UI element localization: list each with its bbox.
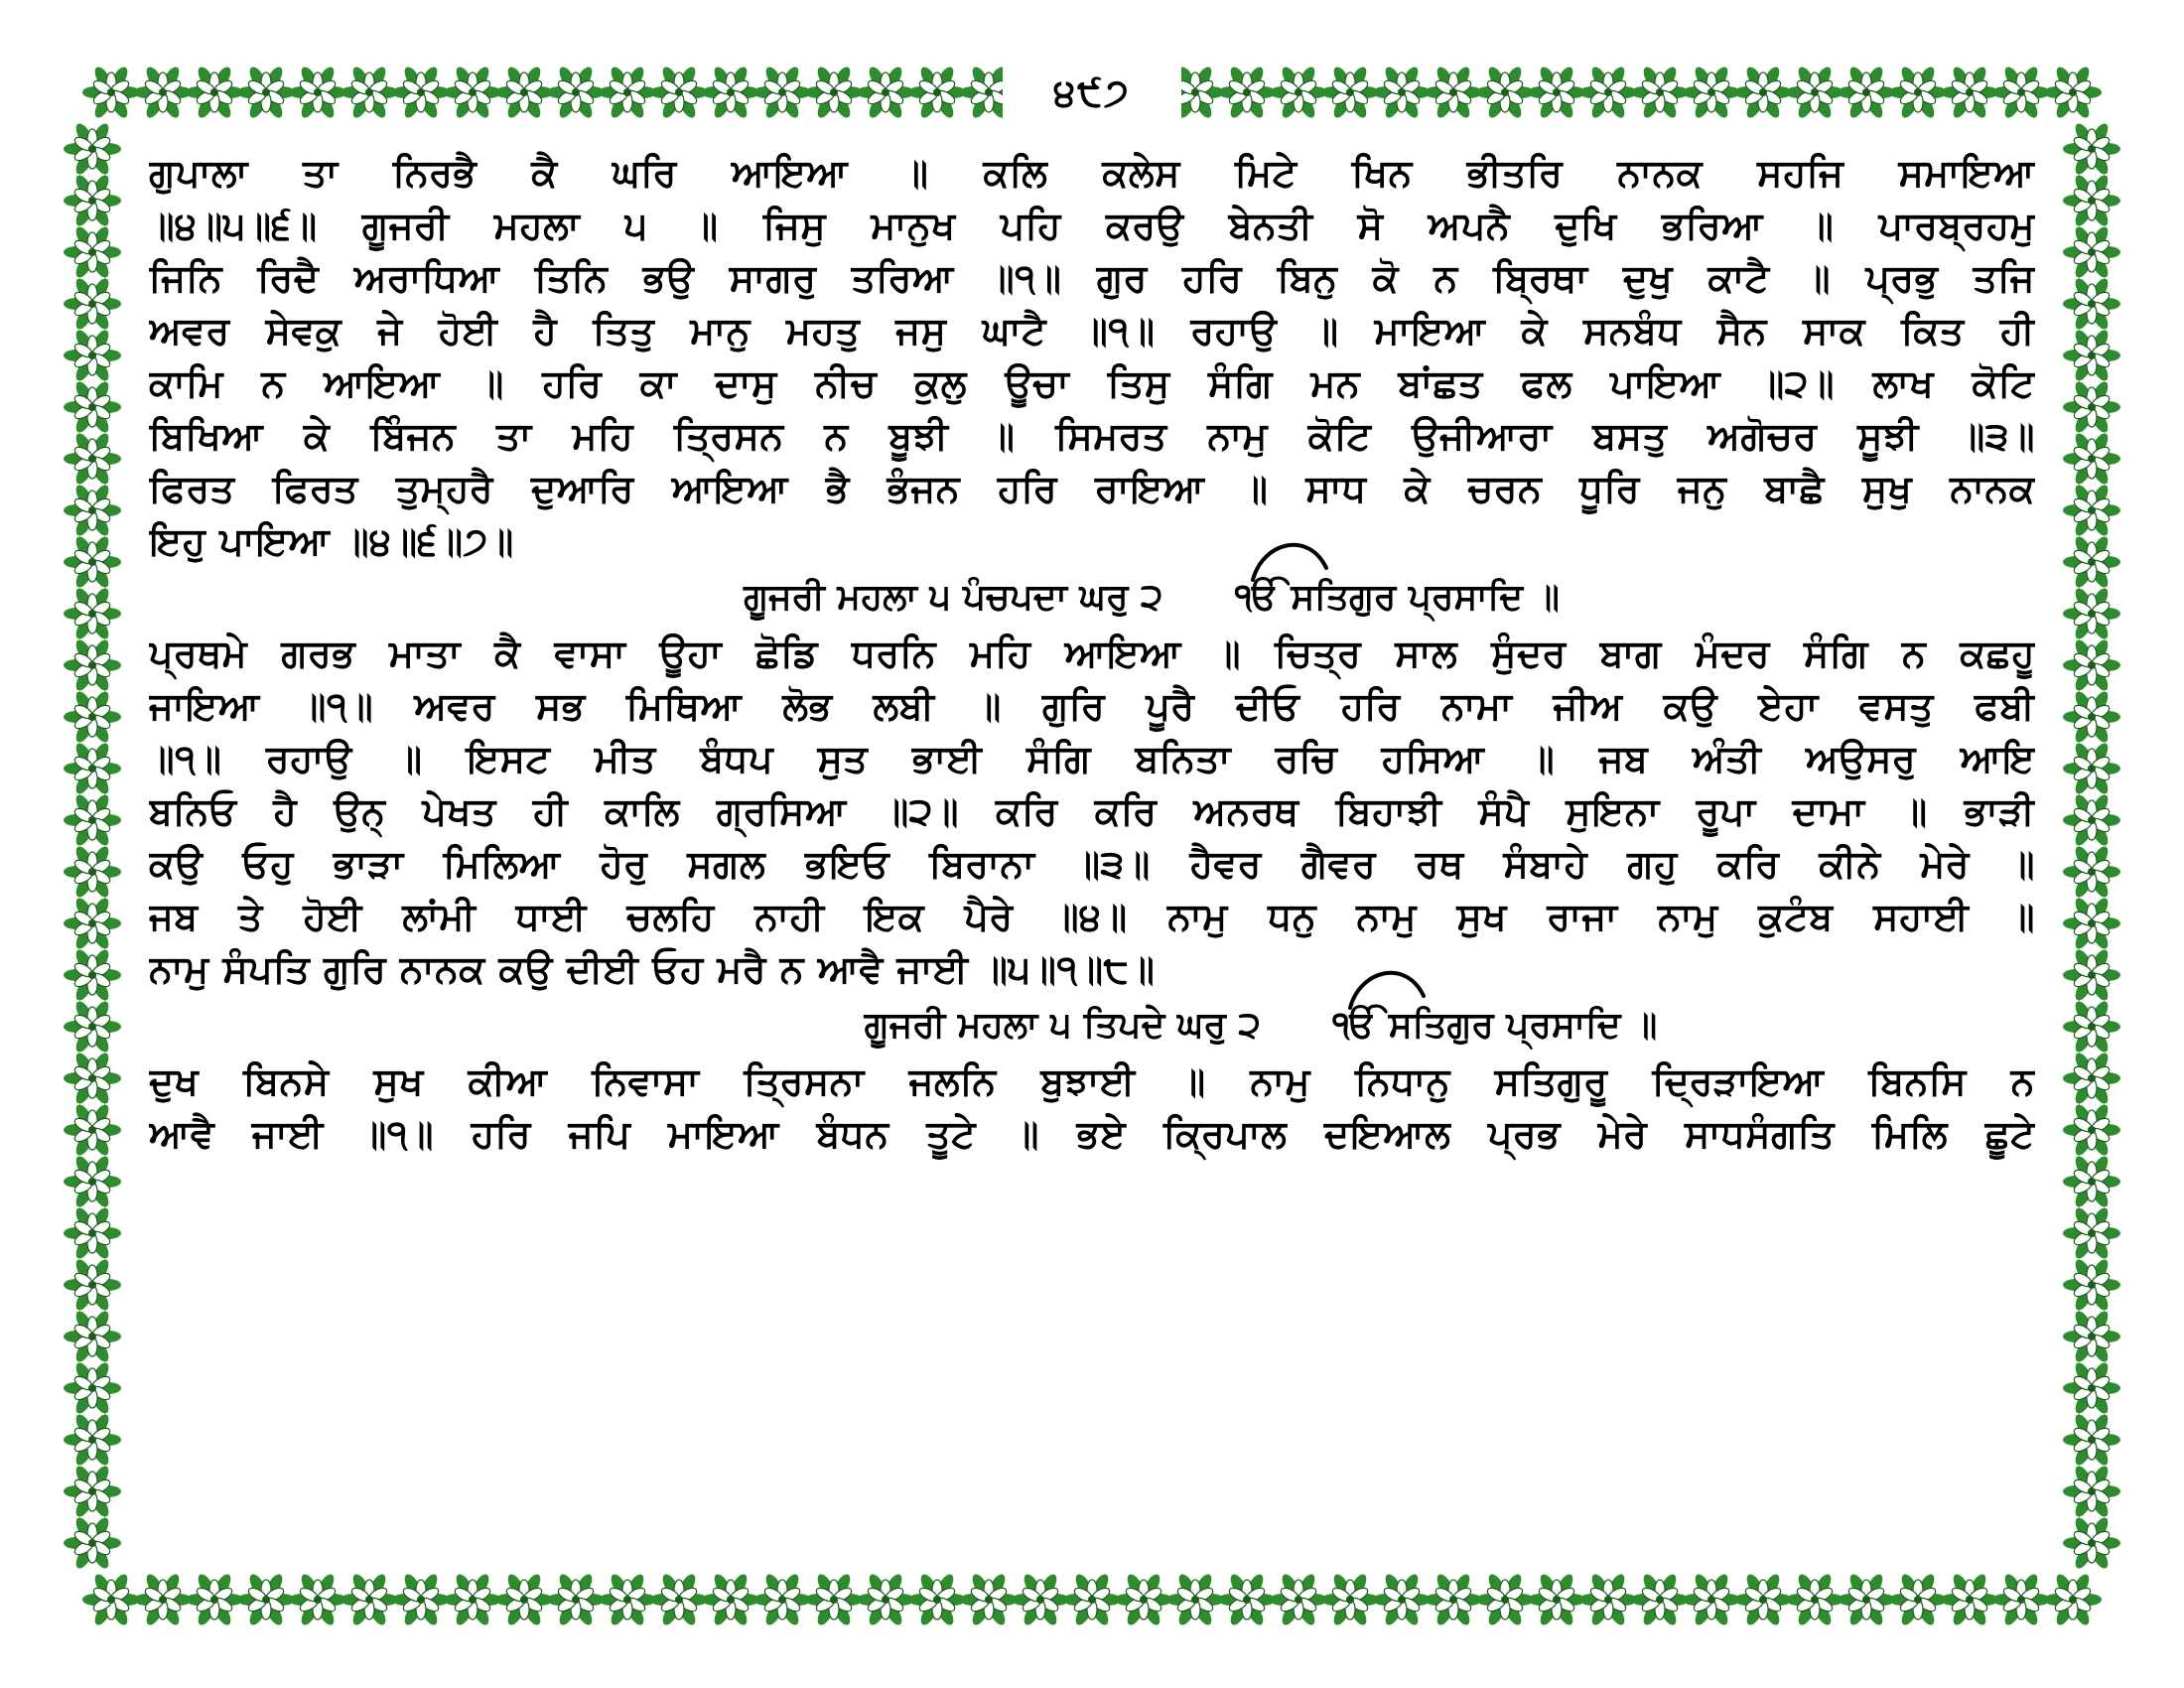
floral-ornament-icon xyxy=(392,65,450,120)
floral-strip-graphic xyxy=(62,123,123,1569)
floral-ornament-icon xyxy=(2063,1051,2120,1106)
floral-ornament-icon xyxy=(64,1257,121,1313)
floral-border-left xyxy=(62,123,123,1569)
floral-ornament-icon xyxy=(2063,483,2120,538)
floral-ornament-icon xyxy=(2063,896,2120,951)
floral-ornament-icon xyxy=(1321,65,1379,120)
floral-ornament-icon xyxy=(341,1572,398,1627)
floral-ornament-icon xyxy=(2063,379,2120,435)
floral-ornament-icon xyxy=(1631,1572,1689,1627)
mool-mantar-text: ੴ ਸਤਿਗੁਰ ਪ੍ਰਸਾਦਿ ॥ xyxy=(1332,1005,1658,1046)
page-number-box xyxy=(1003,62,1181,123)
text-body xyxy=(149,147,2035,1557)
floral-ornament-icon xyxy=(1786,1572,1843,1627)
floral-ornament-icon xyxy=(2063,1102,2120,1158)
floral-ornament-icon xyxy=(64,586,121,641)
floral-ornament-icon xyxy=(599,1572,656,1627)
floral-ornament-icon xyxy=(64,431,121,487)
floral-ornament-icon xyxy=(599,65,656,120)
text-line: ਜਿਨਿ ਰਿਦੈ ਅਰਾਧਿਆ ਤਿਨਿ ਭਉ ਸਾਗਰੁ ਤਰਿਆ ॥੧॥ ਗੁਰ ਹਰਿ ਬਿਨੁ ਕੋ ਨ ਬ੍ਰਿਥਾ ਦੁਖੁ ਕਾਟੈ ॥ ਪ੍ਰਭੁ ਤਜਿ xyxy=(149,256,2035,300)
floral-ornament-icon xyxy=(64,1360,121,1416)
floral-border-right xyxy=(2061,123,2122,1569)
floral-ornament-icon xyxy=(64,689,121,745)
text-line: ਜਾਇਆ ॥੧॥ ਅਵਰ ਸਭ ਮਿਥਿਆ ਲੋਭ ਲਬੀ ॥ ਗੁਰਿ ਪੂਰੈ ਦੀਓ ਹਰਿ ਨਾਮਾ ਜੀਅ ਕਉ ਏਹਾ ਵਸਤੁ ਫਬੀ xyxy=(149,684,2035,728)
floral-ornament-icon xyxy=(495,1572,553,1627)
floral-ornament-icon xyxy=(64,1051,121,1106)
floral-ornament-icon xyxy=(64,844,121,900)
text-line: ਇਹੁ ਪਾਇਆ ॥੪॥੬॥੭॥ xyxy=(149,519,514,563)
floral-ornament-icon xyxy=(1218,1572,1276,1627)
floral-ornament-icon xyxy=(2063,1412,2120,1468)
section-heading-panchpada xyxy=(149,568,2035,628)
floral-ornament-icon xyxy=(2063,534,2120,590)
floral-ornament-icon xyxy=(702,1572,759,1627)
floral-ornament-icon xyxy=(857,1572,914,1627)
floral-ornament-icon xyxy=(64,1412,121,1468)
floral-ornament-icon xyxy=(134,65,192,120)
floral-ornament-icon xyxy=(1786,65,1843,120)
floral-ornament-icon xyxy=(64,947,121,1003)
floral-ornament-icon xyxy=(237,1572,295,1627)
floral-ornament-icon xyxy=(1631,65,1689,120)
floral-ornament-icon xyxy=(64,379,121,435)
floral-ornament-icon xyxy=(82,65,140,120)
floral-ornament-icon xyxy=(2063,1257,2120,1313)
ik-onkar-arc-icon xyxy=(1346,962,1435,1012)
text-line: ਫਿਰਤ ਫਿਰਤ ਤੁਮ੍ਹਰੈ ਦੁਆਰਿ ਆਇਆ ਭੈ ਭੰਜਨ ਹਰਿ ਰਾਇਆ ॥ ਸਾਧ ਕੇ ਚਰਨ ਧੂਰਿ ਜਨੁ ਬਾਛੈ ਸੁਖੁ ਨਾਨਕ xyxy=(149,467,2035,510)
text-line: ਅਵਰ ਸੇਵਕੁ ਜੇ ਹੋਈ ਹੈ ਤਿਤੁ ਮਾਨੁ ਮਹਤੁ ਜਸੁ ਘਾਟੈ ॥੧॥ ਰਹਾਉ ॥ ਮਾਇਆ ਕੇ ਸਨਬੰਧ ਸੈਨ ਸਾਕ ਕਿਤ ਹੀ xyxy=(149,309,2035,352)
text-line: ਬਨਿਓ ਹੈ ਉਨ੍ ਪੇਖਤ ਹੀ ਕਾਲਿ ਗ੍ਰਸਿਆ ॥੨॥ ਕਰਿ ਕਰਿ ਅਨਰਥ ਬਿਹਾਝੀ ਸੰਪੈ ਸੁਇਨਾ ਰੂਪਾ ਦਾਮਾ ॥ ਭਾੜੀ xyxy=(149,789,2035,833)
floral-ornament-icon xyxy=(1941,1572,1998,1627)
text-line: ਦੁਖ ਬਿਨਸੇ ਸੁਖ ਕੀਆ ਨਿਵਾਸਾ ਤ੍ਰਿਸਨਾ ਜਲਨਿ ਬੁਝਾਈ ॥ ਨਾਮੁ ਨਿਧਾਨੁ ਸਤਿਗੁਰੂ ਦ੍ਰਿੜਾਇਆ ਬਿਨਸਿ ਨ xyxy=(149,1059,2035,1103)
floral-ornament-icon xyxy=(64,792,121,848)
floral-ornament-icon xyxy=(2044,65,2102,120)
floral-ornament-icon xyxy=(2063,844,2120,900)
heading-raag: ਗੂਜਰੀ ਮਹਲਾ ੫ ਪੰਚਪਦਾ ਘਰੁ ੨ xyxy=(744,577,1163,618)
floral-ornament-icon xyxy=(64,896,121,951)
floral-ornament-icon xyxy=(2063,689,2120,745)
floral-ornament-icon xyxy=(64,534,121,590)
floral-ornament-icon xyxy=(2063,637,2120,693)
floral-ornament-icon xyxy=(64,173,121,228)
text-line: ਪ੍ਰਥਮੇ ਗਰਭ ਮਾਤਾ ਕੈ ਵਾਸਾ ਊਹਾ ਛੋਡਿ ਧਰਨਿ ਮਹਿ ਆਇਆ ॥ ਚਿਤ੍ਰ ਸਾਲ ਸੁੰਦਰ ਬਾਗ ਮੰਦਰ ਸੰਗਿ ਨ ਕਛਹੂ xyxy=(149,632,2035,675)
floral-ornament-icon xyxy=(753,65,811,120)
floral-ornament-icon xyxy=(237,65,295,120)
floral-ornament-icon xyxy=(64,123,121,177)
floral-ornament-icon xyxy=(64,328,121,383)
floral-ornament-icon xyxy=(1838,1572,1895,1627)
floral-strip-graphic xyxy=(2061,123,2122,1569)
floral-ornament-icon xyxy=(2063,276,2120,332)
floral-ornament-icon xyxy=(64,1102,121,1158)
floral-ornament-icon xyxy=(64,1309,121,1364)
floral-ornament-icon xyxy=(1373,1572,1431,1627)
floral-ornament-icon xyxy=(1012,1572,1069,1627)
floral-ornament-icon xyxy=(1528,65,1585,120)
floral-ornament-icon xyxy=(650,1572,708,1627)
floral-ornament-icon xyxy=(2044,1572,2102,1627)
floral-ornament-icon xyxy=(1992,65,2050,120)
floral-ornament-icon xyxy=(1476,1572,1534,1627)
floral-ornament-icon xyxy=(1425,65,1482,120)
floral-ornament-icon xyxy=(2063,173,2120,228)
floral-ornament-icon xyxy=(753,1572,811,1627)
floral-ornament-icon xyxy=(64,637,121,693)
floral-strip-graphic xyxy=(62,1569,2122,1630)
floral-ornament-icon xyxy=(1579,1572,1637,1627)
floral-ornament-icon xyxy=(2063,1464,2120,1519)
floral-ornament-icon xyxy=(1270,1572,1327,1627)
floral-ornament-icon xyxy=(1063,1572,1121,1627)
floral-ornament-icon xyxy=(2063,1205,2120,1261)
floral-ornament-icon xyxy=(2063,1515,2120,1569)
floral-ornament-icon xyxy=(2063,792,2120,848)
floral-ornament-icon xyxy=(908,1572,966,1627)
floral-ornament-icon xyxy=(908,65,966,120)
floral-border-bottom xyxy=(62,1569,2122,1630)
text-line: ਆਵੈ ਜਾਈ ॥੧॥ ਹਰਿ ਜਪਿ ਮਾਇਆ ਬੰਧਨ ਤੂਟੇ ॥ ਭਏ ਕ੍ਰਿਪਾਲ ਦਇਆਲ ਪ੍ਰਭ ਮੇਰੇ ਸਾਧਸੰਗਤਿ ਮਿਲਿ ਛੂਟੇ xyxy=(149,1112,2035,1156)
text-line: ਬਿਖਿਆ ਕੇ ਬਿੰਜਨ ਤਾ ਮਹਿ ਤ੍ਰਿਸਨ ਨ ਬੂਝੀ ॥ ਸਿਮਰਤ ਨਾਮੁ ਕੋਟਿ ਉਜੀਆਰਾ ਬਸਤੁ ਅਗੋਚਰ ਸੂਝੀ ॥੩॥ xyxy=(149,414,2035,458)
page-number: ੪੯੭ xyxy=(1053,70,1131,114)
floral-ornament-icon xyxy=(64,224,121,280)
floral-ornament-icon xyxy=(1476,65,1534,120)
text-line: ਨਾਮੁ ਸੰਪਤਿ ਗੁਰਿ ਨਾਨਕ ਕਉ ਦੀਈ ਓਹ ਮਰੈ ਨ ਆਵੈ ਜਾਈ ॥੫॥੧॥੮॥ xyxy=(149,947,1156,991)
text-line: ਕਉ ਓਹੁ ਭਾੜਾ ਮਿਲਿਆ ਹੋਰੁ ਸਗਲ ਭਇਓ ਬਿਰਾਨਾ ॥੩॥ ਹੈਵਰ ਗੈਵਰ ਰਥ ਸੰਬਾਹੇ ਗਹੁ ਕਰਿ ਕੀਨੇ ਮੇਰੇ ॥ xyxy=(149,842,2035,886)
floral-ornament-icon xyxy=(444,1572,501,1627)
floral-ornament-icon xyxy=(392,1572,450,1627)
floral-ornament-icon xyxy=(1838,65,1895,120)
floral-ornament-icon xyxy=(64,1464,121,1519)
floral-ornament-icon xyxy=(805,1572,863,1627)
mool-mantar-heading xyxy=(1235,568,1560,628)
floral-ornament-icon xyxy=(2063,1360,2120,1416)
text-line: ਕਾਮਿ ਨ ਆਇਆ ॥ ਹਰਿ ਕਾ ਦਾਸੁ ਨੀਚ ਕੁਲੁ ਊਚਾ ਤਿਸੁ ਸੰਗਿ ਮਨ ਬਾਂਛਤ ਫਲ ਪਾਇਆ ॥੨॥ ਲਾਖ ਕੋਟਿ xyxy=(149,361,2035,405)
floral-ornament-icon xyxy=(1528,1572,1585,1627)
floral-ornament-icon xyxy=(2063,999,2120,1055)
floral-ornament-icon xyxy=(289,1572,346,1627)
floral-ornament-icon xyxy=(1889,1572,1947,1627)
text-line: ॥੪॥੫॥੬॥ ਗੂਜਰੀ ਮਹਲਾ ੫ ॥ ਜਿਸੁ ਮਾਨੁਖ ਪਹਿ ਕਰਉ ਬੇਨਤੀ ਸੋ ਅਪਨੈ ਦੁਖਿ ਭਰਿਆ ॥ ਪਾਰਬ੍ਰਹਮੁ xyxy=(149,204,2035,247)
floral-ornament-icon xyxy=(1373,65,1431,120)
floral-ornament-icon xyxy=(495,65,553,120)
floral-ornament-icon xyxy=(64,1515,121,1569)
text-line: ॥੧॥ ਰਹਾਉ ॥ ਇਸਟ ਮੀਤ ਬੰਧਪ ਸੁਤ ਭਾਈ ਸੰਗਿ ਬਨਿਤਾ ਰਚਿ ਹਸਿਆ ॥ ਜਬ ਅੰਤੀ ਅਉਸਰੁ ਆਇ xyxy=(149,737,2035,780)
floral-ornament-icon xyxy=(2063,947,2120,1003)
floral-ornament-icon xyxy=(857,65,914,120)
floral-ornament-icon xyxy=(1992,1572,2050,1627)
floral-ornament-icon xyxy=(289,65,346,120)
floral-ornament-icon xyxy=(64,483,121,538)
mool-mantar-text: ੴ ਸਤਿਗੁਰ ਪ੍ਰਸਾਦਿ ॥ xyxy=(1234,577,1560,618)
text-line: ਗੁਪਾਲਾ ਤਾ ਨਿਰਭੈ ਕੈ ਘਰਿ ਆਇਆ ॥ ਕਲਿ ਕਲੇਸ ਮਿਟੇ ਖਿਨ ਭੀਤਰਿ ਨਾਨਕ ਸਹਜਿ ਸਮਾਇਆ xyxy=(149,151,2035,195)
floral-ornament-icon xyxy=(650,65,708,120)
heading-raag: ਗੂਜਰੀ ਮਹਲਾ ੫ ਤਿਪਦੇ ਘਰੁ ੨ xyxy=(864,1005,1261,1046)
floral-ornament-icon xyxy=(2063,1154,2120,1209)
text-line: ਜਬ ਤੇ ਹੋਈ ਲਾਂਮੀ ਧਾਈ ਚਲਹਿ ਨਾਹੀ ਇਕ ਪੈਰੇ ॥੪॥ ਨਾਮੁ ਧਨੁ ਨਾਮੁ ਸੁਖ ਰਾਜਾ ਨਾਮੁ ਕੁਟੰਬ ਸਹਾਈ ॥ xyxy=(149,895,2035,938)
floral-ornament-icon xyxy=(1270,65,1327,120)
floral-ornament-icon xyxy=(1683,65,1740,120)
ik-onkar-arc-icon xyxy=(1249,534,1338,584)
floral-ornament-icon xyxy=(444,65,501,120)
floral-ornament-icon xyxy=(702,65,759,120)
floral-ornament-icon xyxy=(2063,224,2120,280)
floral-ornament-icon xyxy=(64,1154,121,1209)
floral-ornament-icon xyxy=(1941,65,1998,120)
floral-ornament-icon xyxy=(1889,65,1947,120)
floral-ornament-icon xyxy=(341,65,398,120)
floral-ornament-icon xyxy=(1683,1572,1740,1627)
floral-ornament-icon xyxy=(1734,1572,1792,1627)
floral-ornament-icon xyxy=(1166,1572,1224,1627)
floral-ornament-icon xyxy=(2063,741,2120,796)
floral-ornament-icon xyxy=(1425,1572,1482,1627)
floral-ornament-icon xyxy=(64,741,121,796)
floral-ornament-icon xyxy=(1579,65,1637,120)
floral-ornament-icon xyxy=(2063,328,2120,383)
floral-ornament-icon xyxy=(82,1572,140,1627)
floral-ornament-icon xyxy=(2063,123,2120,177)
floral-ornament-icon xyxy=(64,276,121,332)
floral-ornament-icon xyxy=(960,1572,1018,1627)
floral-ornament-icon xyxy=(134,1572,192,1627)
floral-ornament-icon xyxy=(1734,65,1792,120)
floral-ornament-icon xyxy=(1218,65,1276,120)
floral-ornament-icon xyxy=(2063,586,2120,641)
floral-ornament-icon xyxy=(547,1572,605,1627)
floral-ornament-icon xyxy=(2063,431,2120,487)
floral-ornament-icon xyxy=(1321,1572,1379,1627)
floral-ornament-icon xyxy=(547,65,605,120)
mool-mantar-heading xyxy=(1332,996,1657,1055)
floral-ornament-icon xyxy=(186,1572,243,1627)
floral-ornament-icon xyxy=(64,1205,121,1261)
floral-ornament-icon xyxy=(186,65,243,120)
section-heading-tipade xyxy=(149,996,2035,1055)
floral-ornament-icon xyxy=(64,999,121,1055)
floral-ornament-icon xyxy=(805,65,863,120)
floral-ornament-icon xyxy=(2063,1309,2120,1364)
floral-ornament-icon xyxy=(1115,1572,1172,1627)
